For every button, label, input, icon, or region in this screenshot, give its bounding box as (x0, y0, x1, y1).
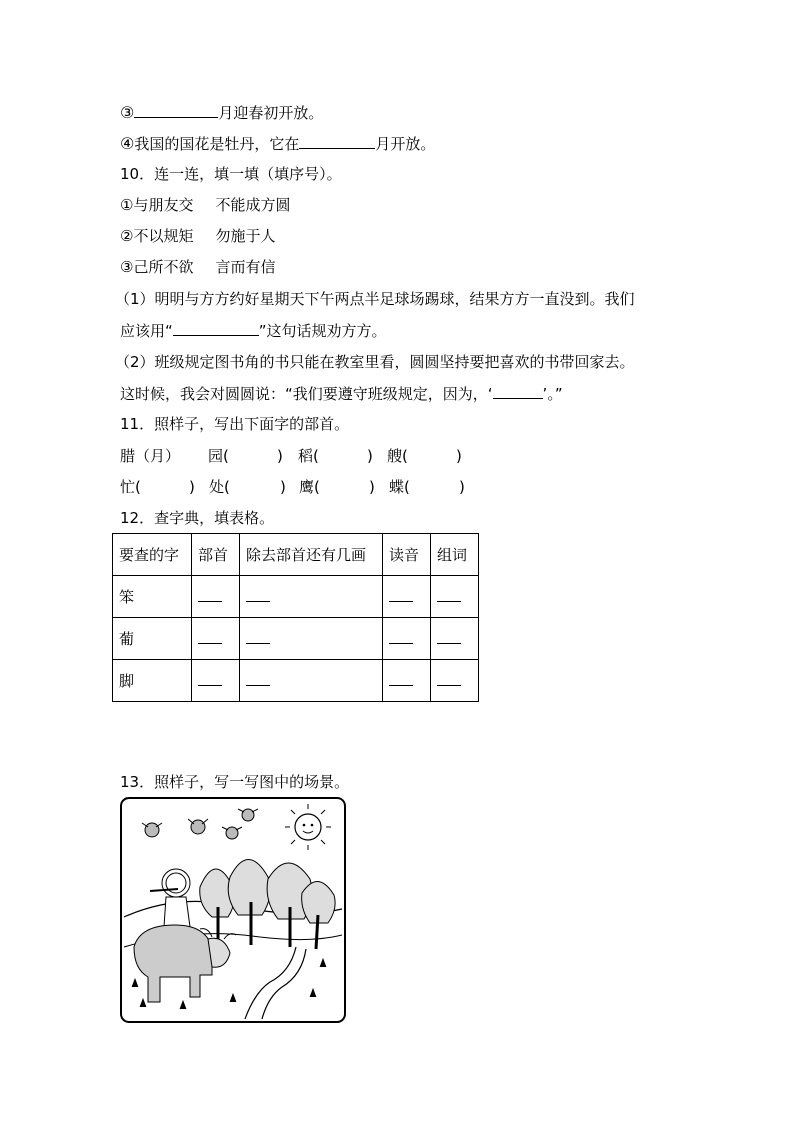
item-number: ③ (120, 103, 135, 122)
radical-blank[interactable]: ) (367, 447, 373, 465)
table-header: 部首 (192, 534, 240, 576)
q10-part1-line2 (120, 320, 387, 341)
table-header: 要查的字 (113, 534, 192, 576)
answer-cell[interactable] (383, 618, 431, 660)
radical-blank[interactable]: ) (189, 478, 195, 496)
radical-blank[interactable]: ) (277, 447, 283, 465)
answer-cell[interactable] (240, 576, 383, 618)
q10-title: 10．连一连，填一填（填序号）。 (120, 165, 342, 183)
table-char-cell: 葡 (113, 618, 192, 660)
text: ”这句话规劝方方。 (258, 322, 387, 340)
q11-title: 11．照样子，写出下面字的部首。 (120, 415, 350, 433)
radical-char: 忙( (120, 478, 141, 496)
radical-blank[interactable]: ) (280, 478, 286, 496)
text: ’。” (542, 385, 563, 403)
table-header: 除去部首还有几画 (240, 534, 383, 576)
item-text: 我国的国花是牡丹，它在 (134, 135, 300, 153)
fill-blank[interactable] (173, 320, 259, 336)
table-header: 组词 (431, 534, 479, 576)
match-right[interactable]: 不能成方圆 (215, 196, 291, 214)
q10-match-row (120, 226, 275, 246)
fill-blank[interactable] (299, 133, 375, 149)
text: 应该用“ (120, 322, 173, 340)
answer-cell[interactable] (431, 618, 479, 660)
match-left[interactable]: ③己所不欲 (120, 258, 194, 276)
fill-blank[interactable] (134, 102, 218, 118)
answer-cell[interactable] (240, 660, 383, 702)
answer-cell[interactable] (383, 660, 431, 702)
text: 这时候，我会对圆圆说：“我们要遵守班级规定，因为，‘ (120, 385, 493, 403)
q10-match-row (120, 195, 290, 215)
fill-blank[interactable] (493, 383, 543, 399)
radical-char: 处( (209, 478, 230, 496)
radical-char: 稻( (298, 447, 319, 465)
table-header-row (113, 534, 479, 576)
answer-cell[interactable] (192, 660, 240, 702)
match-left[interactable]: ②不以规矩 (120, 227, 194, 245)
answer-cell[interactable] (431, 576, 479, 618)
radical-blank[interactable]: ) (456, 447, 462, 465)
item-text: 月迎春初开放。 (218, 104, 324, 122)
item-text: 月开放。 (375, 135, 436, 153)
radical-char: 园( (208, 447, 229, 465)
radical-blank[interactable]: ) (459, 478, 465, 496)
table-char-cell: 笨 (113, 576, 192, 618)
scene-illustration (120, 797, 346, 1023)
q10-part2-line1: （2）班级规定图书角的书只能在教室里看，圆圆坚持要把喜欢的书带回家去。 (115, 353, 635, 371)
answer-cell[interactable] (240, 618, 383, 660)
q10-part2-line2 (120, 383, 563, 404)
dictionary-table (112, 533, 479, 702)
match-left[interactable]: ①与朋友交 (120, 196, 194, 214)
q10-match-row (120, 257, 275, 277)
answer-cell[interactable] (192, 618, 240, 660)
radical-char: 艘( (387, 447, 408, 465)
answer-cell[interactable] (383, 576, 431, 618)
match-right[interactable]: 言而有信 (215, 258, 276, 276)
table-row (113, 618, 479, 660)
answer-cell[interactable] (431, 660, 479, 702)
table-header: 读音 (383, 534, 431, 576)
q9-item-3 (120, 102, 323, 123)
q9-item-4 (120, 133, 435, 154)
q10-part1-line1: （1）明明与方方约好星期天下午两点半足球场踢球，结果方方一直没到。我们 (115, 290, 635, 308)
radical-example: 腊（月） (120, 447, 181, 465)
answer-cell[interactable] (192, 576, 240, 618)
item-number: ④ (120, 134, 135, 153)
radical-char: 鹰( (299, 478, 320, 496)
radical-blank[interactable]: ) (369, 478, 375, 496)
match-right[interactable]: 勿施于人 (215, 227, 276, 245)
q13-title: 13．照样子，写一写图中的场景。 (120, 773, 350, 791)
table-char-cell: 脚 (113, 660, 192, 702)
table-row (113, 576, 479, 618)
radical-char: 蝶( (389, 478, 410, 496)
table-row (113, 660, 479, 702)
q12-title: 12．查字典，填表格。 (120, 509, 275, 527)
